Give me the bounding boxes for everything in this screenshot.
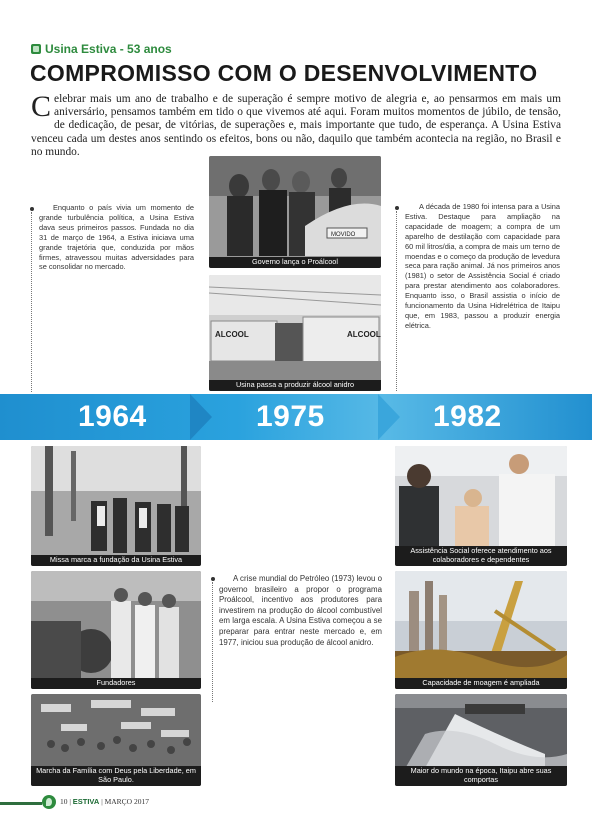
photo-itaipu (395, 694, 567, 786)
text-1964: Enquanto o país vivia um momento de grande turbulência política, a Usina Estiva dava seus primeiros passos. Fundada no dia 31 de março de 1964, a Estiva iniciava uma grande trajetória que, conduzida por mãos firmes, atravessou muitas adversidades para se consolidar no mercado. (39, 203, 194, 272)
year-1975: 1975 (256, 400, 325, 433)
timeline-line (212, 582, 213, 702)
photo-proalcool (209, 156, 381, 268)
caption-proalcool: Governo lança o Proálcool (209, 257, 381, 268)
drop-cap: C (31, 90, 52, 123)
mill-illustration (395, 571, 567, 689)
caption-missa: Missa marca a fundação da Usina Estiva (31, 555, 201, 566)
plate-text: MOVIDO (331, 232, 356, 238)
photo-missa (31, 446, 201, 566)
tanks-illustration (209, 275, 381, 391)
caption-itaipu: Maior do mundo na época, Itaipu abre suas comportas (395, 766, 567, 786)
ceremony-illustration (31, 446, 201, 566)
timeline-dot (211, 577, 215, 581)
footer-sep: | (69, 797, 71, 806)
page-footer (0, 792, 592, 810)
leaf-icon (31, 44, 41, 54)
intro-text: elebrar mais um ano de trabalho e de superação é sempre motivo de alegria e, ao pensarmos em mais um aniversário, pensamos também em tido o que vivemos até aqui. Foram muitos momentos de júbilo, de tensão, de dedicação, de pesar, de vitórias, de superações e, mais importante que tudo, de esperança. A Usina Estiva venceu cada um destes anos sentindo os efeitos, bons ou não, daquilo que também acontecia na região, no Brasil e no mundo. (31, 93, 561, 158)
intro-paragraph (31, 90, 561, 159)
founders-illustration (31, 571, 201, 689)
footer-bar (0, 802, 42, 805)
caption-assistencia: Assistência Social oferece atendimento aos colaboradores e dependentes (395, 546, 567, 566)
crowd-illustration (209, 156, 381, 268)
timeline-dot (30, 207, 34, 211)
chevron-arrow (190, 394, 212, 440)
chevron-arrow (378, 394, 400, 440)
brand-name: ESTIVA (72, 797, 100, 806)
timeline-dot (395, 206, 399, 210)
caption-fundadores: Fundadores (31, 678, 201, 689)
section-kicker (31, 42, 172, 56)
photo-marcha (31, 694, 201, 786)
caption-moagem: Capacidade de moagem é ampliada (395, 678, 567, 689)
issue-date: MARÇO 2017 (104, 797, 149, 806)
caption-marcha: Marcha da Família com Deus pela Liberdade, em São Paulo. (31, 766, 201, 786)
estiva-logo-icon (42, 795, 56, 809)
text-1975: A crise mundial do Petróleo (1973) levou o governo brasileiro a propor o programa Proálcool, incentivo aos produtores para investirem na produção do álcool combustível em larga escala. A Usina Estiva começou a se preparar para entrar neste mercado e, em 1977, iniciou sua produção de álcool anidro. (219, 574, 382, 647)
photo-fundadores (31, 571, 201, 689)
timeline-line (31, 212, 32, 392)
photo-anidro (209, 275, 381, 391)
footer-text (60, 797, 149, 806)
photo-assistencia (395, 446, 567, 566)
text-1982: A década de 1980 foi intensa para a Usina Estiva. Destaque para ampliação na capacidade de moagem; a compra de um aparelho de destilação com capacidade para 60 mil litros/dia, a compra de mais um terno de moendas e o começo da produção de levedura seca para ração animal. Já nos primeiros anos (1981) o setor de Assistência Social é criado para prestar atendimento aos colaboradores. Enquanto isso, o Brasil assistia o início de funcionamento da Usina Hidrelétrica de Itaipu que, em 1983, passou a produzir energia elétrica. (405, 202, 560, 330)
tank-label: ALCOOL (215, 330, 249, 339)
year-1982: 1982 (433, 400, 502, 433)
year-1964: 1964 (78, 400, 147, 433)
footer-sep: | (101, 797, 103, 806)
page-number: 10 (60, 797, 68, 806)
caption-anidro: Usina passa a produzir álcool anidro (209, 380, 381, 391)
timeline-line (396, 211, 397, 391)
photo-moagem (395, 571, 567, 689)
tank-label: ALCOOL (347, 330, 381, 339)
section-label: Usina Estiva - 53 anos (45, 42, 172, 56)
page-title: COMPROMISSO COM O DESENVOLVIMENTO (30, 60, 538, 86)
